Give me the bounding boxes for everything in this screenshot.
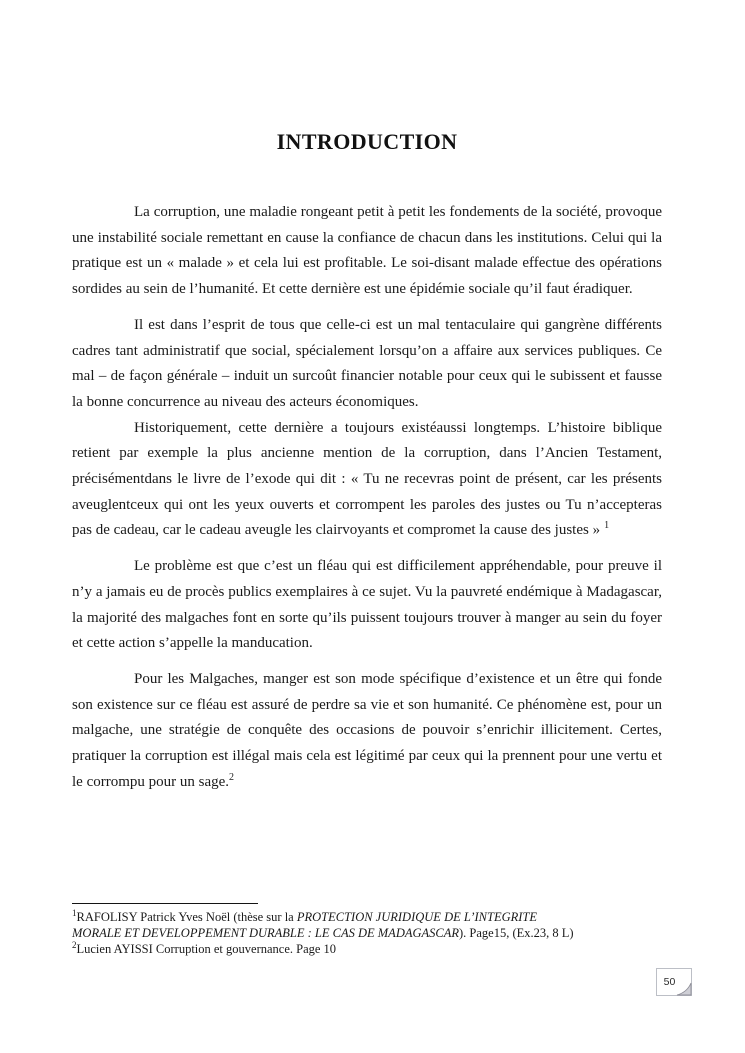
page-title: INTRODUCTION xyxy=(276,129,458,154)
page-number-badge xyxy=(656,968,692,996)
footnote-1-marker: 1 xyxy=(72,907,77,918)
page-curl-icon xyxy=(676,982,692,996)
paragraph-5 xyxy=(72,667,662,796)
footnote-1-italic-line1: PROTECTION JURIDIQUE DE L’INTEGRITE xyxy=(296,910,538,924)
footnote-ref-2: 2 xyxy=(229,771,235,783)
footnote-1-text-after: ). Page15, (Ex.23, 8 L) xyxy=(459,925,574,940)
footnote-ref-1: 1 xyxy=(604,520,610,532)
paragraph-2-text: Il est dans l’esprit de tous que celle-ci est un mal tentaculaire qui gangrène différents cadres tant administratif que social, spécialement lorsqu’on a affaire aux services publiques. Ce mal – de façon générale – induit un surcoût financier notable pour ceux qui le subissent et fausse la bonne concurrence au niveau des acteurs économiques. xyxy=(72,316,662,410)
document-body xyxy=(72,0,662,805)
paragraph-1 xyxy=(72,200,662,303)
paragraph-1-text: La corruption, une maladie rongeant petit à petit les fondements de la société, provoque une instabilité sociale remettant en cause la confiance de chacun dans les institutions. Celui qui la pratique est un « malade » et cela lui est profitable. Le soi-disant malade effectue des opérations sordides au sein de l’humanité. Et cette dernière est une épidémie sociale qu’il faut éradiquer. xyxy=(72,204,662,298)
paragraph-5-text: Pour les Malgaches, manger est son mode spécifique d’existence et un être qui fonde son existence sur ce fléau est assuré de perdre sa vie et son humanité. Ce phénomène est, pour un malgache, une stratégie de conquête des occasions de pouvoir s’enrichir illicitement. Certes, pratiquer la corruption est illégal mais cela est légitimé par ceux qui la prennent pour une vertu et le corrompu pour un sage. xyxy=(72,670,662,790)
footnote-1-text-before: RAFOLISY Patrick Yves Noël (thèse sur la xyxy=(76,910,297,924)
footnote-1 xyxy=(72,907,664,942)
footnote-separator-rule xyxy=(72,903,258,904)
footnote-1-italic-line2: MORALE ET DEVELOPPEMENT DURABLE : LE CAS DE MADAGASCAR xyxy=(72,925,460,940)
paragraph-4 xyxy=(72,554,662,657)
footnote-2-text: Lucien AYISSI Corruption et gouvernance. Page 10 xyxy=(76,941,337,956)
footnotes-section xyxy=(72,903,664,957)
footnote-2-marker: 2 xyxy=(72,939,77,950)
page-number: 50 xyxy=(663,976,676,988)
footnote-2 xyxy=(72,939,664,958)
paragraph-2 xyxy=(72,313,662,416)
paragraph-4-text: Le problème est que c’est un fléau qui est difficilement appréhendable, pour preuve il n’y a jamais eu de procès publics exemplaires à ce sujet. Vu la pauvreté endémique à Madagascar, la majorité des malgaches font en sorte qu’ils puissent toujours trouver à manger au sein du foyer et cette action s’appelle la manducation. xyxy=(72,558,662,652)
paragraph-3-text: Historiquement, cette dernière a toujours existéaussi longtemps. L’histoire biblique retient par exemple la plus ancienne mention de la corruption, dans l’Ancien Testament, précisémentdans le livre de l’exode qui dit : « Tu ne recevras point de présent, car les présents aveuglentceux qui ont les yeux ouverts et corrompent les paroles des justes ou Tu n’accepteras pas de cadeau, car le cadeau aveugle les clairvoyants et compromet la cause des justes » xyxy=(72,419,662,539)
paragraph-3 xyxy=(72,416,662,545)
